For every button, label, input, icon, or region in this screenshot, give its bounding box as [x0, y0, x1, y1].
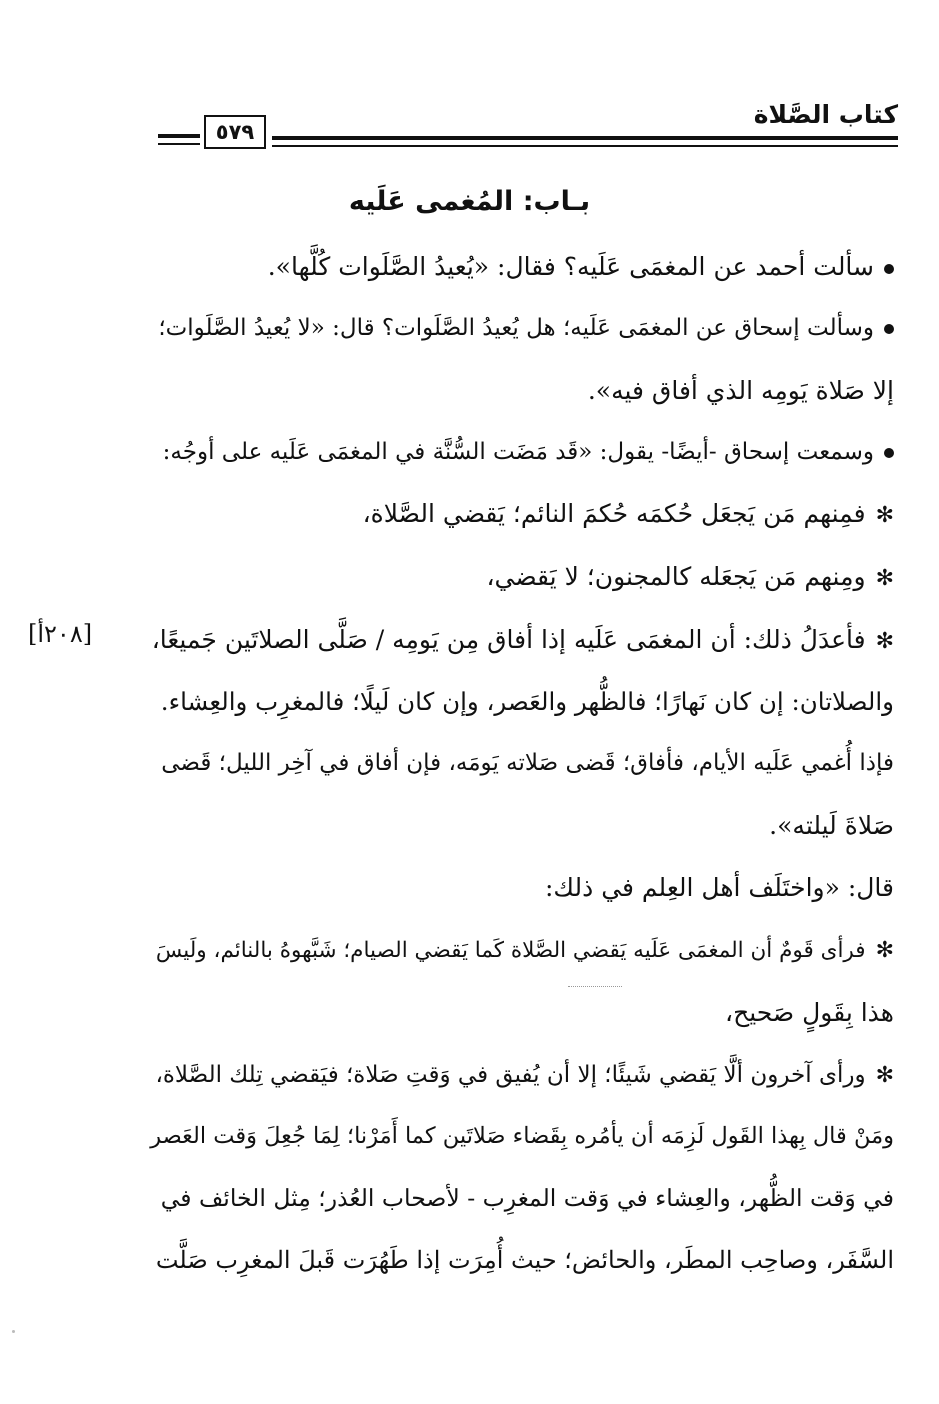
- text-line: فإذا أُغمي عَلَيه الأيام، فأفاق؛ قَضى صَلاته يَومَه، فإن أفاق في آخِر الليل؛ قَضى: [161, 750, 894, 776]
- bullet-icon: [884, 249, 894, 285]
- text-line: ✻ومِنهم مَن يَجعَله كالمجنون؛ لا يَقضي،: [150, 559, 894, 597]
- asterisk-icon: ✻: [875, 566, 894, 591]
- text-line: إلا صَلاة يَومِه الذي أفاق فيه».: [587, 376, 894, 405]
- bullet-icon: [884, 434, 894, 470]
- text-line: ✻فمِنهم مَن يَجعَل حُكمَه حُكمَ النائم؛ يَقضي الصَّلاة،: [150, 496, 894, 534]
- asterisk-icon: ✻: [875, 1063, 894, 1088]
- text-line: قال: «واختَلَف أهل العِلم في ذلك:: [545, 873, 894, 902]
- text-line: السَّفَر، وصاحِب المطَر، والحائض؛ حيث أُمِرَت إذا طَهُرَت قَبلَ المغرِب صَلَّت: [155, 1246, 894, 1274]
- text-line: سألت أحمد عن المغمَى عَلَيه؟ فقال: «يُعيدُ الصَّلَوات كُلَّها».: [150, 249, 904, 285]
- text-line: ✻فرأى قَومٌ أن المغمَى عَلَيه يَقضي الصَّلاة كَما يَقضي الصيام؛ شَبَّهوهُ بالنائم، ولَيسَ: [150, 933, 894, 969]
- text-line: هذا بِقَولٍ صَحيح،: [725, 998, 894, 1027]
- page-header: [150, 100, 898, 158]
- scan-mark: [568, 986, 622, 987]
- bullet-icon: [884, 310, 894, 346]
- text-line: ✻فأعدَلُ ذلك: أن المغمَى عَلَيه إذا أفاق مِن يَومِه / صَلَّى الصلاتَين جَميعًا،: [150, 622, 894, 660]
- text-line: صَلاةَ لَيلته».: [769, 811, 894, 840]
- page-number: ٥٧٩: [204, 115, 266, 149]
- header-rule-left: [158, 134, 200, 148]
- chapter-title: بـاب: المُغمى عَلَيه: [348, 186, 591, 217]
- text-line: ومَنْ قال بِهذا القَول لَزِمَه أن يأمُره بِقَضاء صَلاتَين كما أَمَرْنا؛ لِمَا جُعِلَ وَقت العَصر: [150, 1123, 894, 1149]
- scan-dot: [12, 1330, 15, 1333]
- running-head-title: كتاب الصَّلاة: [753, 100, 898, 129]
- text-line: والصلاتان: إن كان نَهارًا؛ فالظُّهر والعَصر، وإن كان لَيلًا؛ فالمغرِب والعِشاء.: [160, 687, 894, 716]
- asterisk-icon: ✻: [875, 938, 894, 963]
- text-line: وسألت إسحاق عن المغمَى عَلَيه؛ هل يُعيدُ الصَّلَوات؟ قال: «لا يُعيدُ الصَّلَوات؛: [150, 310, 904, 346]
- text-line: ✻ورأى آخرون ألَّا يَقضي شَيئًا؛ إلا أن يُفيق في وَقتِ صَلاة؛ فيَقضي تِلك الصَّلاة،: [150, 1057, 894, 1094]
- header-rule-right: [272, 136, 898, 150]
- asterisk-icon: ✻: [875, 503, 894, 528]
- manuscript-folio-note: [٢٠٨أ]: [28, 620, 93, 648]
- asterisk-icon: ✻: [875, 629, 894, 654]
- text-line: في وَقت الظُّهر، والعِشاء في وَقت المغرِب - لأصحاب العُذر؛ مِثل الخائف في: [160, 1184, 894, 1212]
- text-line: وسمعت إسحاق -أيضًا- يقول: «قَد مَضَت السُّنَّة في المغمَى عَلَيه على أوجُه:: [150, 434, 904, 470]
